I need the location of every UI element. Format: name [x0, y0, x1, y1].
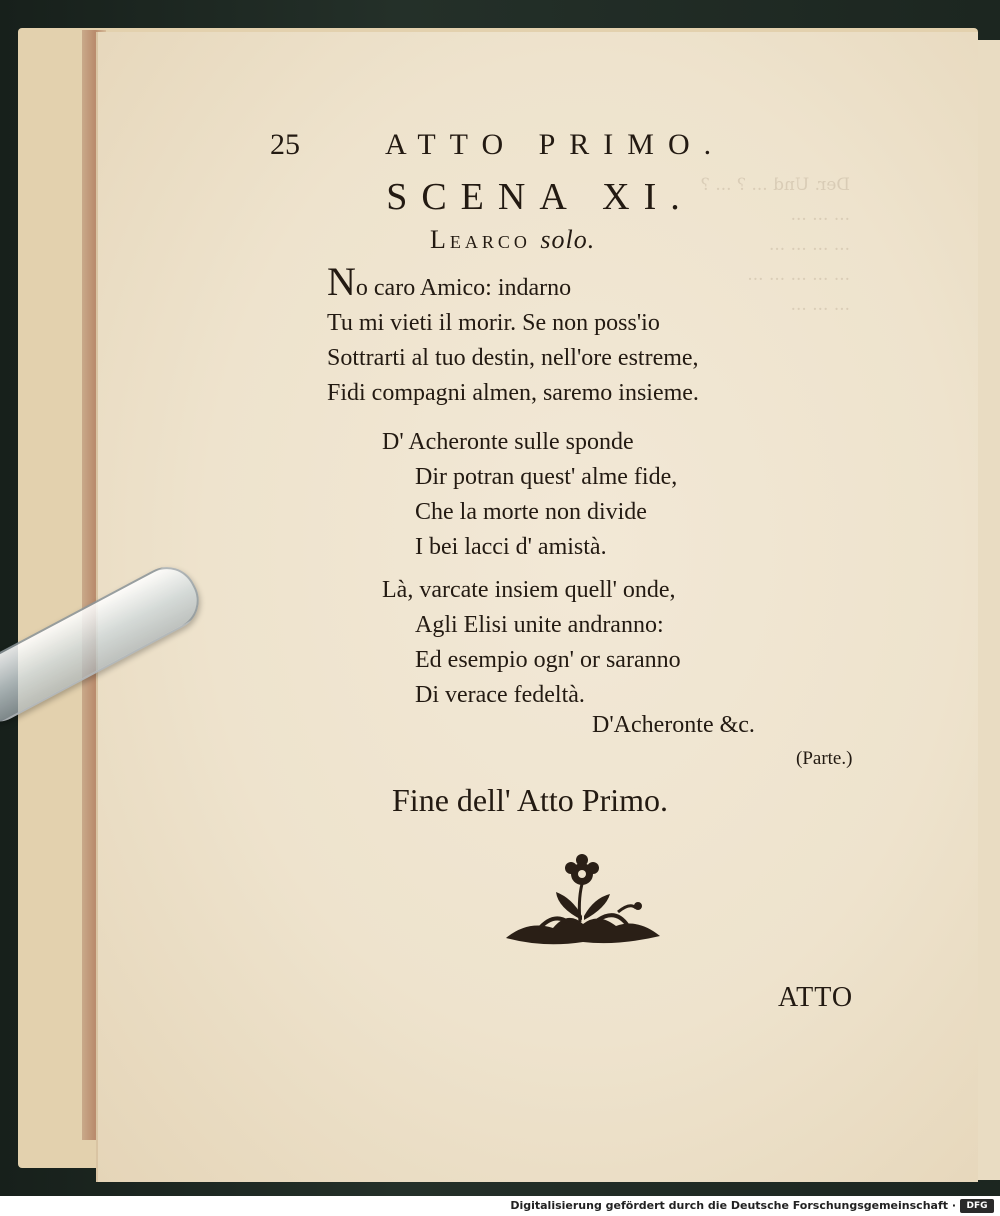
running-head: ATTO PRIMO. [385, 128, 726, 161]
scene-title: SCENA XI. [386, 176, 694, 218]
flower-vignette-icon [498, 850, 668, 950]
verse-line: Dir potran quest' alme fide, [415, 464, 678, 490]
aria-stanza-1 [382, 425, 677, 565]
verse-line: Agli Elisi unite andranno: [415, 612, 664, 638]
verse-line: Fidi compagni almen, saremo insieme. [327, 380, 699, 406]
page-header [270, 128, 770, 168]
verse-line: D' Acheronte sulle sponde [382, 429, 634, 455]
verse-line-rest: o caro Amico: indarno [355, 275, 572, 301]
funding-credit: Digitalisierung gefördert durch die Deutsche Forschungsgemeinschaft · [510, 1199, 956, 1212]
verse-line: Tu mi vieti il morir. Se non poss'io [327, 310, 660, 336]
show-through-text: Der. Und ... ? ... ? ... ... ... ... ... ... ... ... ... ... ... ... ... ... ... [700, 175, 850, 315]
verse-line [327, 259, 699, 306]
verse-line: I bei lacci d' amistà. [415, 534, 607, 560]
page-number: 25 [270, 128, 300, 161]
speaker-name: Learco [430, 225, 531, 254]
stage-direction: (Parte.) [796, 748, 853, 769]
aria-refrain: D'Acheronte &c. [592, 712, 755, 738]
dfg-logo-icon: DFG [960, 1199, 994, 1213]
recitative-block [327, 259, 699, 411]
verse-line: Che la morte non divide [415, 499, 647, 525]
verse-line: Là, varcate insiem quell' onde, [382, 577, 676, 603]
aria-stanza-2 [382, 573, 681, 713]
drop-initial: N [327, 259, 356, 304]
speaker-direction: solo. [540, 225, 596, 254]
act-end-title: Fine dell' Atto Primo. [392, 782, 668, 818]
verse-line: Di verace fedeltà. [415, 682, 585, 708]
footer-bar [0, 1196, 1000, 1216]
verse-line: Ed esempio ogn' or saranno [415, 647, 681, 673]
catchword: ATTO [778, 982, 854, 1013]
next-page-edge [976, 40, 1000, 1180]
verse-line: Sottrarti al tuo destin, nell'ore estreme, [327, 345, 699, 371]
speaker-heading [430, 225, 595, 255]
